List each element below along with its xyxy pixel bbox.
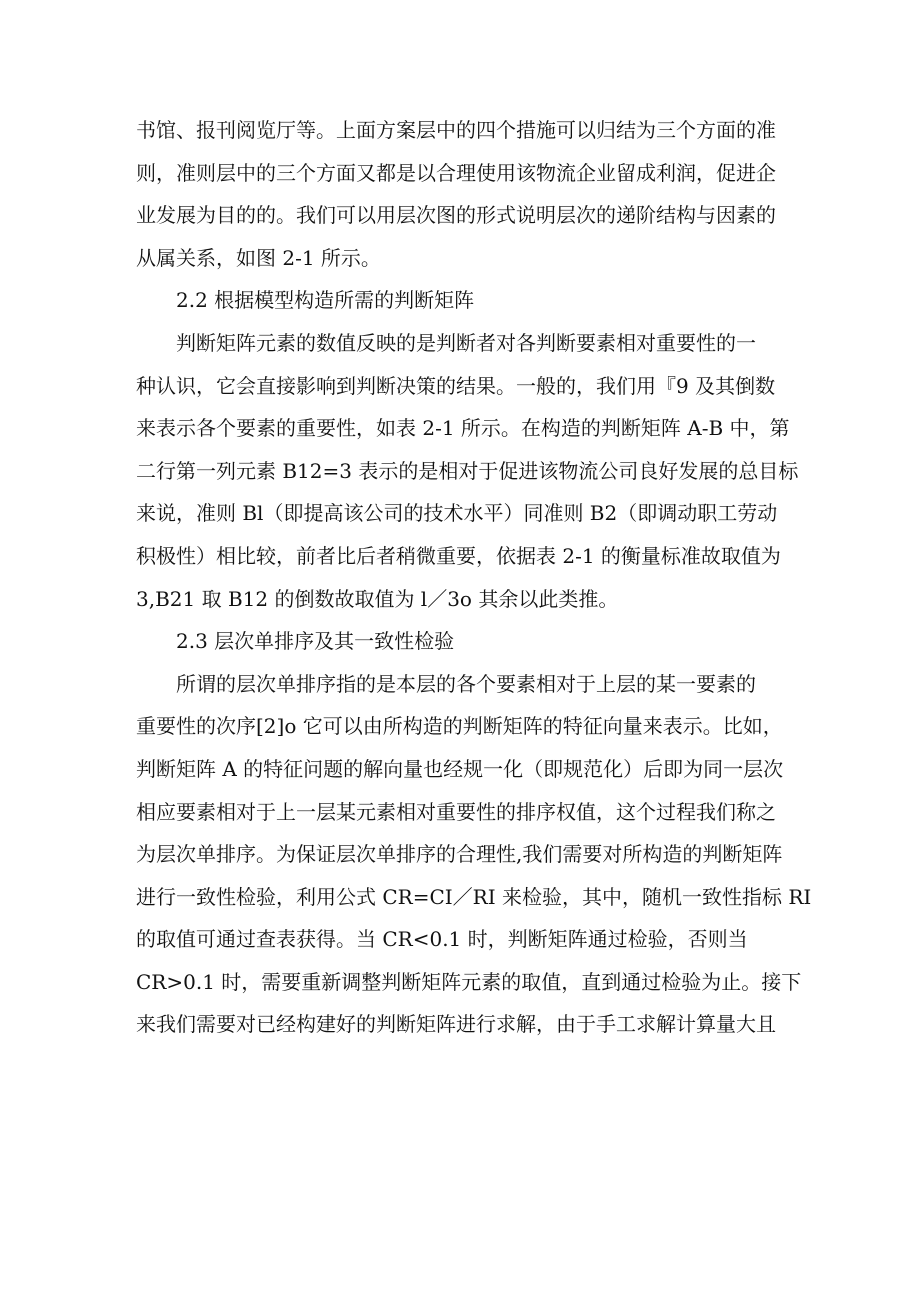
text-line: 则，准则层中的三个方面又都是以合理使用该物流企业留成利润，促进企 [136, 160, 776, 185]
text-line: 二行第一列元素 B12=3 表示的是相对于促进该物流公司良好发展的总目标 [136, 458, 799, 483]
text-line: 重要性的次序[2]o 它可以由所构造的判断矩阵的特征向量来表示。比如， [136, 714, 783, 739]
text-line: 种认识，它会直接影响到判断决策的结果。一般的，我们用『9 及其倒数 [136, 373, 776, 398]
text-line: CR>0.1 时，需要重新调整判断矩阵元素的取值，直到通过检验为止。接下 [136, 969, 802, 994]
paragraph-start: 判断矩阵元素的数值反映的是判断者对各判断要素相对重要性的一 [176, 330, 756, 355]
section-heading-2-2: 2.2 根据模型构造所需的判断矩阵 [176, 288, 475, 313]
text-line: 从属关系，如图 2-1 所示。 [136, 245, 381, 270]
paragraph-start: 所谓的层次单排序指的是本层的各个要素相对于上层的某一要素的 [176, 671, 756, 696]
text-line: 判断矩阵 A 的特征问题的解向量也经规一化（即规范化）后即为同一层次 [136, 756, 784, 781]
text-line: 的取值可通过查表获得。当 CR<0.1 时，判断矩阵通过检验，否则当 [136, 927, 748, 952]
text-line: 3,B21 取 B12 的倒数故取值为 l／3o 其余以此类推。 [136, 586, 619, 611]
text-line: 书馆、报刊阅览厅等。上面方案层中的四个措施可以归结为三个方面的准 [136, 118, 776, 142]
text-line: 为层次单排序。为保证层次单排序的合理性,我们需要对所构造的判断矩阵 [136, 842, 783, 867]
text-line: 来我们需要对已经构建好的判断矩阵进行求解，由于手工求解计算量大且 [136, 1012, 776, 1037]
text-line: 来表示各个要素的重要性，如表 2-1 所示。在构造的判断矩阵 A-B 中，第 [136, 416, 790, 441]
text-line: 相应要素相对于上一层某元素相对重要性的排序权值，这个过程我们称之 [136, 799, 776, 824]
text-line: 进行一致性检验，利用公式 CR=CI／RI 来检验，其中，随机一致性指标 RI [136, 884, 812, 909]
document-body [136, 109, 812, 1046]
text-line: 积极性）相比较，前者比后者稍微重要，依据表 2-1 的衡量标准故取值为 [136, 543, 781, 568]
text-line: 来说，准则 Bl（即提高该公司的技术水平）同准则 B2（即调动职工劳动 [136, 501, 778, 526]
section-heading-2-3: 2.3 层次单排序及其一致性检验 [176, 629, 455, 654]
text-line: 业发展为目的的。我们可以用层次图的形式说明层次的递阶结构与因素的 [136, 203, 776, 228]
